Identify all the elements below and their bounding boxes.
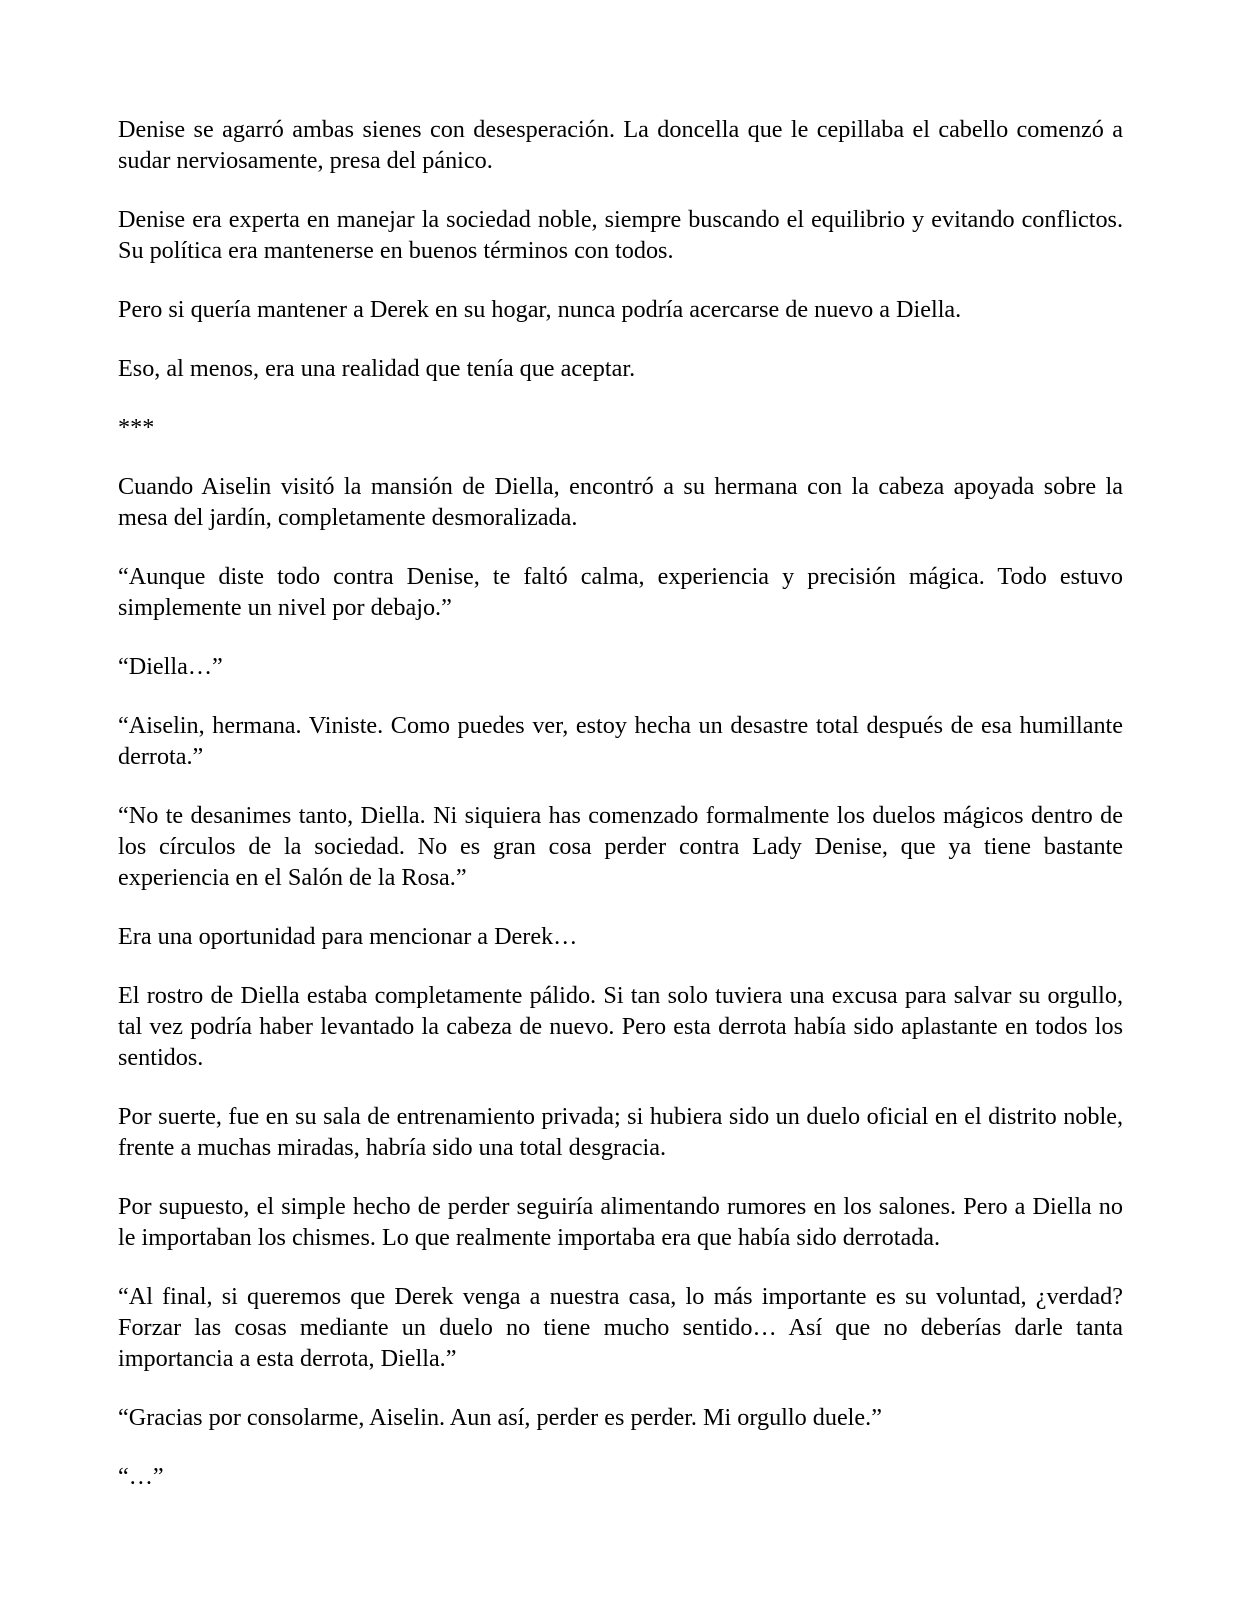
document-page: [118, 114, 1123, 1520]
paragraph-4: Eso, al menos, era una realidad que tenía que aceptar.: [118, 355, 636, 382]
paragraph-2: Denise era experta en manejar la sociedad noble, siempre buscando el equilibrio y evitando conflictos. Su política era mantenerse en buenos términos con todos.: [118, 206, 1123, 264]
paragraph-16: “Gracias por consolarme, Aiselin. Aun así, perder es perder. Mi orgullo duele.”: [118, 1404, 882, 1431]
scene-break: ***: [118, 414, 155, 441]
paragraph-13: Por suerte, fue en su sala de entrenamiento privada; si hubiera sido un duelo oficial en el distrito noble, frente a muchas miradas, habría sido una total desgracia.: [118, 1103, 1123, 1161]
paragraph-10: “No te desanimes tanto, Diella. Ni siquiera has comenzado formalmente los duelos mágicos dentro de los círculos de la sociedad. No es gran cosa perder contra Lady Denise, que ya tiene bastante experiencia en el Salón de la Rosa.”: [118, 802, 1123, 891]
paragraph-17: “…”: [118, 1463, 164, 1490]
paragraph-6: Cuando Aiselin visitó la mansión de Diella, encontró a su hermana con la cabeza apoyada sobre la mesa del jardín, completamente desmoralizada.: [118, 473, 1123, 531]
paragraph-7: “Aunque diste todo contra Denise, te faltó calma, experiencia y precisión mágica. Todo estuvo simplemente un nivel por debajo.”: [118, 563, 1123, 621]
paragraph-12: El rostro de Diella estaba completamente pálido. Si tan solo tuviera una excusa para salvar su orgullo, tal vez podría haber levantado la cabeza de nuevo. Pero esta derrota había sido aplastante en todos los sentidos.: [118, 982, 1123, 1071]
paragraph-8: “Diella…”: [118, 653, 223, 680]
paragraph-11: Era una oportunidad para mencionar a Derek…: [118, 923, 578, 950]
paragraph-15: “Al final, si queremos que Derek venga a nuestra casa, lo más importante es su voluntad, ¿verdad? Forzar las cosas mediante un duelo no tiene mucho sentido… Así que no deberías darle tanta importancia a esta derrota, Diella.”: [118, 1283, 1123, 1372]
paragraph-9: “Aiselin, hermana. Viniste. Como puedes ver, estoy hecha un desastre total después de esa humillante derrota.”: [118, 712, 1123, 770]
paragraph-1: Denise se agarró ambas sienes con desesperación. La doncella que le cepillaba el cabello comenzó a sudar nerviosamente, presa del pánico.: [118, 116, 1123, 174]
paragraph-14: Por supuesto, el simple hecho de perder seguiría alimentando rumores en los salones. Pero a Diella no le importaban los chismes. Lo que realmente importaba era que había sido derrotada.: [118, 1193, 1123, 1251]
paragraph-3: Pero si quería mantener a Derek en su hogar, nunca podría acercarse de nuevo a Diella.: [118, 296, 962, 323]
